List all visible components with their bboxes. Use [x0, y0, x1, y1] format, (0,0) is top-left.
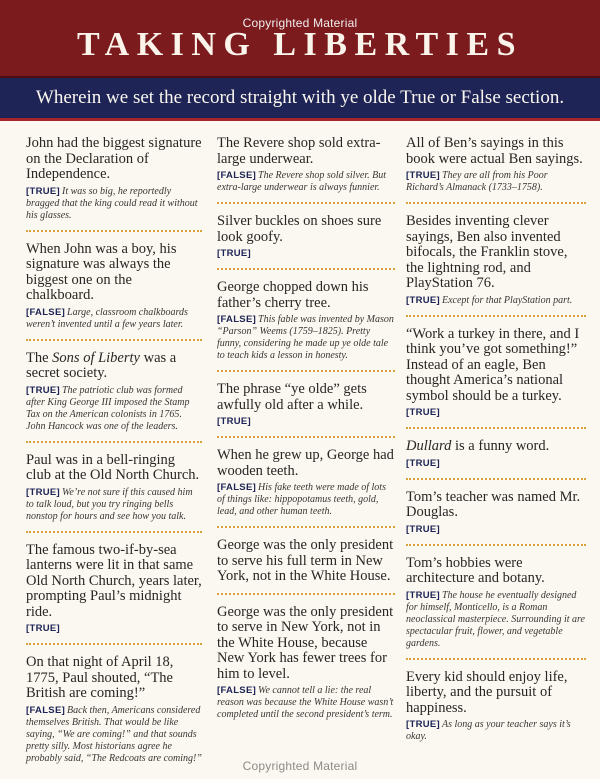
fact-item [406, 490, 586, 536]
fact-answer [406, 590, 586, 650]
fact-item [217, 136, 395, 194]
fact-item [26, 655, 202, 765]
fact-statement: “Work a turkey in there, and I think you’ve got something!” Instead of an eagle, Ben thought America’s national symbol should be a turkey. [406, 325, 580, 404]
dotted-divider [406, 315, 586, 317]
verdict-badge: [TRUE] [26, 185, 60, 197]
column-2 [217, 136, 395, 721]
verdict-badge: [TRUE] [406, 523, 440, 535]
fact-item [26, 242, 202, 331]
dotted-divider [26, 531, 202, 533]
fact-answer [217, 482, 395, 518]
fact-statement: George was the only president to serve in New York, not in the White House, because New York has fewer trees for him to level. [217, 603, 394, 682]
explanation-text: We’re not sure if this caused him to talk loud, but you try ringing bells nonstop for hours and see how you talk. [26, 486, 193, 522]
verdict-badge: [TRUE] [406, 589, 440, 601]
fact-statement: Tom’s teacher was named Mr. Douglas. [406, 488, 581, 520]
fact-item [26, 543, 202, 636]
fact-item [217, 214, 395, 260]
fact-answer [217, 248, 395, 260]
explanation-text: Large, classroom chalkboards weren’t invented until a few years later. [26, 306, 188, 330]
explanation-text: As long as your teacher says it’s okay. [406, 719, 571, 742]
verdict-badge: [TRUE] [26, 384, 60, 396]
fact-answer [26, 307, 202, 331]
explanation-text: The Revere shop sold silver. But extra-large underwear is always funnier. [217, 170, 386, 193]
fact-item [217, 538, 395, 585]
fact-statement: George was the only president to serve his full term in New York, not in the White House. [217, 537, 394, 584]
dotted-divider [26, 230, 202, 232]
fact-answer [406, 719, 586, 743]
explanation-text: They are all from his Poor Richard’s Almanack (1733–1758). [406, 170, 548, 193]
verdict-badge: [TRUE] [406, 294, 440, 306]
dotted-divider [406, 544, 586, 546]
fact-item [26, 351, 202, 433]
fact-item [406, 327, 586, 420]
watermark-bottom: Copyrighted Material [242, 759, 358, 773]
verdict-badge: [TRUE] [217, 248, 251, 259]
fact-answer [217, 416, 395, 428]
dotted-divider [406, 478, 586, 480]
fact-item [26, 136, 202, 222]
verdict-badge: [TRUE] [26, 623, 60, 634]
verdict-badge: [TRUE] [406, 407, 440, 418]
fact-statement: When he grew up, George had wooden teeth. [217, 447, 394, 479]
verdict-badge: [FALSE] [217, 314, 257, 325]
fact-statement: All of Ben’s sayings in this book were actual Ben sayings. [406, 135, 583, 167]
fact-answer [26, 186, 202, 222]
dotted-divider [217, 593, 395, 595]
fact-statement-text: is a funny word. [451, 438, 550, 454]
fact-answer [217, 170, 395, 194]
column-3 [406, 136, 586, 743]
verdict-badge: [TRUE] [406, 719, 440, 730]
verdict-badge: [FALSE] [217, 170, 257, 181]
fact-item [217, 382, 395, 428]
fact-answer [26, 623, 202, 635]
subtitle-banner [0, 78, 600, 121]
verdict-badge: [TRUE] [406, 457, 440, 469]
column-1 [26, 136, 202, 765]
fact-answer [26, 705, 202, 765]
fact-statement: Besides inventing clever sayings, Ben also invented bifocals, the Franklin stove, the lightning rod, and PlayStation 76. [406, 213, 568, 291]
verdict-badge: [FALSE] [26, 704, 66, 716]
verdict-badge: [TRUE] [26, 486, 60, 498]
fact-item [406, 439, 586, 470]
fact-statement [406, 439, 586, 455]
explanation-text: Except for that PlayStation part. [442, 294, 573, 306]
dotted-divider [217, 370, 395, 372]
dotted-divider [406, 427, 586, 429]
dotted-divider [217, 202, 395, 204]
explanation-text: His fake teeth were made of lots of things like: hippopotamus teeth, gold, lead, and other human teeth. [217, 482, 386, 517]
fact-statement-text: was a secret society. [26, 349, 177, 381]
fact-statement-emphasis: Sons of Liberty [52, 349, 140, 366]
fact-answer [406, 458, 586, 470]
fact-statement: Silver buckles on shoes sure look goofy. [217, 213, 382, 245]
explanation-text: The house he eventually designed for himself, Monticello, is a Roman neoclassical masterpiece. Surrounding it are spectacular fruit, flower, and vegetable gardens. [406, 589, 585, 649]
fact-statement-emphasis: Dullard [406, 438, 452, 454]
dotted-divider [406, 202, 586, 204]
fact-item [406, 556, 586, 650]
verdict-badge: [FALSE] [217, 685, 257, 696]
fact-answer [26, 385, 202, 433]
dotted-divider [217, 436, 395, 438]
explanation-text: This fable was invented by Mason “Parson” Weems (1759–1825). Pretty funny, considering he made up ye olde tale to teach kids a lesson in honesty. [217, 314, 394, 361]
explanation-text: It was so big, he reportedly bragged that the king could read it without his glasses. [26, 185, 198, 221]
fact-item [406, 136, 586, 194]
fact-answer [406, 295, 586, 307]
fact-statement: Paul was in a bell-ringing club at the Old North Church. [26, 451, 200, 483]
watermark-top: Copyrighted Material [242, 16, 358, 30]
fact-item [406, 670, 586, 744]
verdict-badge: [TRUE] [406, 170, 440, 181]
fact-answer [217, 685, 395, 721]
explanation-text: The patriotic club was formed after King George III imposed the Stamp Tax on the American colonists in 1765. John Hancock was one of the leaders. [26, 384, 190, 432]
fact-answer [406, 407, 586, 419]
fact-answer [406, 170, 586, 194]
fact-statement: The Revere shop sold extra-large underwear. [217, 135, 381, 167]
fact-answer [26, 487, 202, 523]
verdict-badge: [FALSE] [217, 482, 257, 493]
fact-statement: Tom’s hobbies were architecture and botany. [406, 554, 545, 586]
fact-statement: Every kid should enjoy life, liberty, and the pursuit of happiness. [406, 668, 568, 716]
title-banner [0, 0, 600, 78]
fact-statement [26, 351, 202, 382]
fact-statement: When John was a boy, his signature was always the biggest one on the chalkboard. [26, 240, 177, 303]
fact-answer [406, 524, 586, 536]
fact-statement: The famous two-if-by-sea lanterns were lit in that same Old North Church, years later, prompting Paul’s midnight ride. [26, 541, 202, 620]
fact-answer [217, 314, 395, 362]
fact-item [406, 214, 586, 307]
fact-statement: The phrase “ye olde” gets awfully old after a while. [217, 381, 367, 413]
explanation-text: Back then, Americans considered themselves British. That would be like saying, “We are coming!” and that sounds pretty silly. Most historians agree he probably said, “The Redcoats are coming!” [26, 704, 202, 764]
page-title: TAKING LIBERTIES [76, 26, 523, 63]
dotted-divider [26, 643, 202, 645]
dotted-divider [217, 268, 395, 270]
fact-statement: George chopped down his father’s cherry tree. [217, 279, 369, 311]
explanation-text: We cannot tell a lie: the real reason was because the White House wasn’t completed until the second president’s term. [217, 685, 394, 720]
verdict-badge: [TRUE] [217, 416, 251, 427]
fact-item [26, 453, 202, 523]
fact-item [217, 280, 395, 362]
fact-statement-text: The [26, 349, 53, 366]
dotted-divider [217, 526, 395, 528]
verdict-badge: [FALSE] [26, 306, 66, 318]
page-subtitle: Wherein we set the record straight with ye olde True or False section. [35, 87, 565, 108]
fact-item [217, 605, 395, 722]
dotted-divider [26, 441, 202, 443]
dotted-divider [26, 339, 202, 341]
fact-statement: John had the biggest signature on the Declaration of Independence. [26, 135, 202, 182]
dotted-divider [406, 658, 586, 660]
fact-statement: On that night of April 18, 1775, Paul shouted, “The British are coming!” [26, 654, 174, 701]
fact-item [217, 448, 395, 518]
